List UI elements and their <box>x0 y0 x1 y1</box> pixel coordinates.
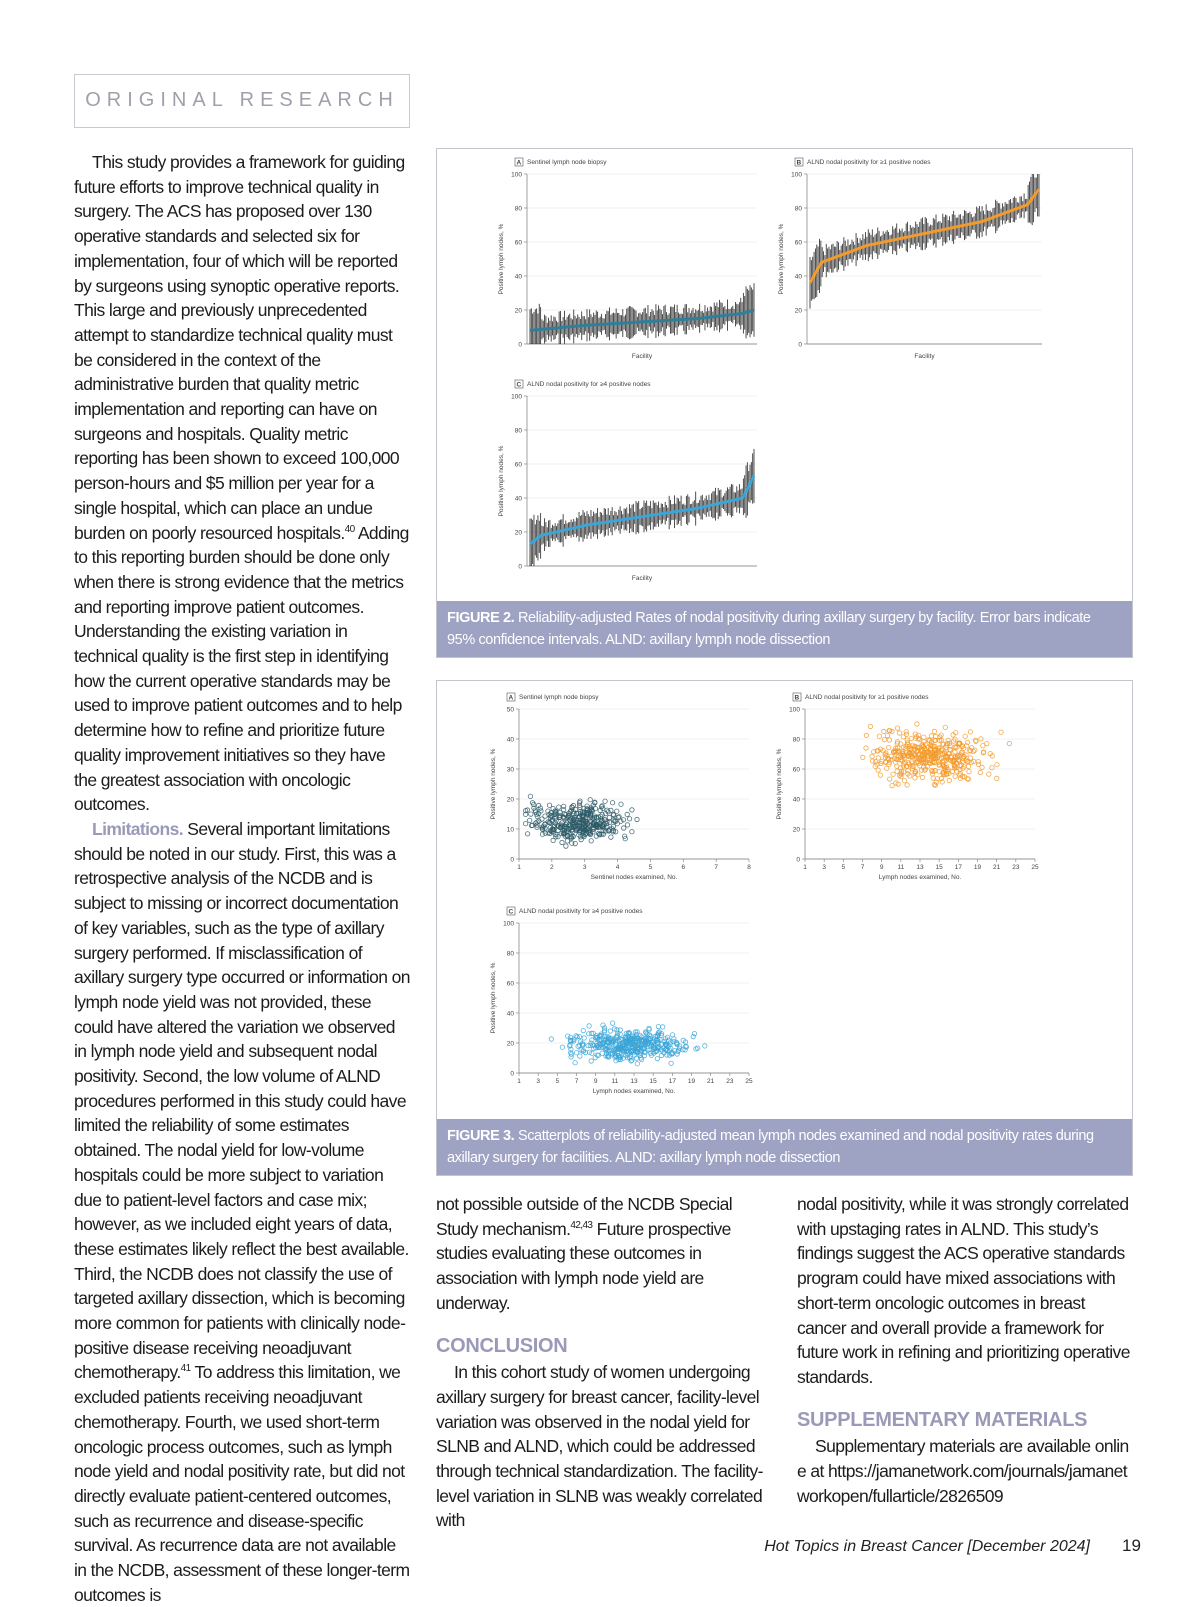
x-tick-label: 7 <box>860 864 865 871</box>
data-point <box>610 801 614 805</box>
data-point <box>528 818 532 822</box>
data-point <box>551 838 555 842</box>
x-tick-label: 19 <box>687 1078 696 1085</box>
x-tick-label: 15 <box>935 864 943 871</box>
x-tick-label: 3 <box>582 864 587 871</box>
data-point <box>630 830 634 834</box>
x-tick-label: 9 <box>879 864 884 871</box>
y-tick-label: 60 <box>792 766 800 774</box>
x-tick-label: 7 <box>714 864 718 871</box>
data-point <box>868 724 872 728</box>
reference: 40 <box>344 523 355 535</box>
data-point <box>549 1037 553 1041</box>
data-point <box>547 803 551 807</box>
data-point <box>876 768 880 772</box>
y-tick-label: 100 <box>789 706 800 714</box>
data-point <box>610 1021 614 1025</box>
x-tick-label: 9 <box>593 1078 598 1085</box>
x-tick-label: 4 <box>615 864 620 871</box>
data-point <box>895 726 899 730</box>
paragraph: In this cohort study of women undergoing axillary surgery for breast cancer, facility-level variation was observed in the nodal yield for SLNB and ALND, which could be addressed through technical standardization. The facility-level variation in SLNB was weakly correlated with <box>436 1362 763 1531</box>
data-point <box>589 839 593 843</box>
x-tick-label: 13 <box>630 1078 638 1085</box>
y-axis-label: Positive lymph nodes, % <box>490 962 497 1034</box>
x-tick-label: 5 <box>841 864 846 871</box>
data-point <box>557 805 561 809</box>
figure-2-charts <box>437 149 1132 601</box>
figure-3 <box>436 680 1133 1176</box>
data-point <box>895 769 899 773</box>
x-tick-label: 11 <box>897 864 905 871</box>
data-point <box>576 1044 580 1048</box>
data-point <box>987 772 991 776</box>
caption-label: FIGURE 2. <box>447 610 515 626</box>
section-label: ORIGINAL RESEARCH <box>85 89 399 111</box>
data-point <box>661 1025 665 1029</box>
x-tick-label: 23 <box>726 1078 734 1085</box>
data-point <box>929 734 933 738</box>
caption-text: Scatterplots of reliability-adjusted mean lymph nodes examined and nodal positivity rates during axillary surgery for facilities. ALND: axillary lymph node dissection <box>447 1128 1094 1166</box>
y-tick-label: 100 <box>511 393 522 401</box>
data-point <box>582 1036 586 1040</box>
journal-footer: Hot Topics in Breast Cancer [December 2024] <box>764 1538 1090 1555</box>
data-point <box>622 826 626 830</box>
x-tick-label: 3 <box>822 864 826 871</box>
y-tick-label: 40 <box>506 1010 514 1018</box>
data-point <box>625 812 629 816</box>
x-tick-label: 11 <box>611 1078 619 1085</box>
data-point <box>587 1032 591 1036</box>
data-point <box>882 737 886 741</box>
data-point <box>635 1062 639 1066</box>
x-tick-label: 1 <box>517 1078 521 1085</box>
data-point <box>995 763 999 767</box>
figure-2-caption <box>437 601 1132 657</box>
y-tick-label: 40 <box>514 495 522 503</box>
y-tick-label: 60 <box>514 239 522 247</box>
y-tick-label: 0 <box>518 563 522 571</box>
x-tick-label: 13 <box>916 864 924 871</box>
data-point <box>882 729 886 733</box>
data-point <box>978 770 982 774</box>
y-tick-label: 100 <box>511 171 522 179</box>
y-tick-label: 80 <box>506 950 514 958</box>
conclusion-heading: CONCLUSION <box>436 1334 568 1357</box>
data-point <box>703 1044 707 1048</box>
data-point <box>529 812 533 816</box>
data-point <box>525 832 529 836</box>
data-point <box>967 769 971 773</box>
data-point <box>635 817 639 821</box>
y-axis-label: Positive lymph nodes, % <box>498 223 505 295</box>
data-point <box>694 1047 698 1051</box>
x-tick-label: 5 <box>555 1078 560 1085</box>
panel-letter: B <box>794 694 800 702</box>
x-axis-label: Facility <box>631 575 653 582</box>
y-tick-label: 80 <box>792 736 800 744</box>
panel-letter: C <box>516 381 522 389</box>
x-tick-label: 17 <box>668 1078 676 1085</box>
data-point <box>963 734 967 738</box>
data-point <box>579 837 583 841</box>
y-tick-label: 60 <box>794 239 802 247</box>
data-point <box>918 764 922 768</box>
y-tick-label: 40 <box>514 273 522 281</box>
data-point <box>672 1037 676 1041</box>
data-point <box>528 794 532 798</box>
y-tick-label: 80 <box>514 205 522 213</box>
data-point <box>995 776 999 780</box>
data-point <box>915 722 919 726</box>
data-point <box>953 774 957 778</box>
data-point <box>565 839 569 843</box>
y-tick-label: 20 <box>794 307 802 315</box>
x-tick-label: 1 <box>517 864 521 871</box>
data-point <box>581 1028 585 1032</box>
x-axis-label: Sentinel nodes examined, No. <box>590 874 678 881</box>
x-tick-label: 2 <box>550 864 554 871</box>
data-point <box>590 1038 594 1042</box>
panel-title: ALND nodal positivity for ≥4 positive nodes <box>519 908 643 915</box>
y-tick-label: 40 <box>792 796 800 804</box>
text: To address this limitation, we excluded patients receiving neoadjuvant chemotherapy. Fourth, we used short-term oncologic process outcomes, such as lymph node yield and nodal positivity rate, but did not directly evaluate patient-centered outcomes, such as recurrence and disease-specific survival. As recurrence data are not available in the NCDB, assessment of these longer-term outcomes is <box>74 1362 410 1605</box>
data-point <box>560 1045 564 1049</box>
data-point <box>656 1024 660 1028</box>
panel-title: ALND nodal positivity for ≥4 positive nodes <box>527 381 651 388</box>
data-point <box>885 766 889 770</box>
reference: 41 <box>180 1363 191 1375</box>
data-point <box>540 832 544 836</box>
data-point <box>885 733 889 737</box>
x-axis-label: Lymph nodes examined, No. <box>592 1088 676 1095</box>
data-point <box>573 1061 577 1065</box>
data-point <box>877 734 881 738</box>
data-point <box>578 1054 582 1058</box>
data-point <box>625 823 629 827</box>
y-tick-label: 0 <box>798 341 802 349</box>
data-point <box>887 738 891 742</box>
y-tick-label: 80 <box>794 205 802 213</box>
data-point <box>615 809 619 813</box>
data-point <box>589 1059 593 1063</box>
data-point <box>931 776 935 780</box>
data-point <box>932 729 936 733</box>
data-point <box>976 760 980 764</box>
y-tick-label: 0 <box>518 341 522 349</box>
data-point <box>630 808 634 812</box>
data-point <box>587 1024 591 1028</box>
right-column <box>797 1192 1133 1508</box>
data-point <box>901 735 905 739</box>
data-point <box>1007 741 1011 745</box>
paragraph: Supplementary materials are available online at https://jamanetwork.com/journals/jamanetworkopen/fullarticle/2826509 <box>797 1436 1129 1506</box>
supplementary-heading: SUPPLEMENTARY MATERIALS <box>797 1408 1088 1431</box>
y-tick-label: 20 <box>514 529 522 537</box>
figure-2 <box>436 148 1133 658</box>
panel-letter: A <box>516 159 522 167</box>
data-point <box>909 736 913 740</box>
data-point <box>870 754 874 758</box>
data-point <box>981 744 985 748</box>
paragraph: nodal positivity, while it was strongly correlated with upstaging rates in ALND. This study’s findings suggest the ACS operative standards program could have mixed associations with short-term oncologic outcomes in breast cancer and overall provide a framework for future work in refining and prioritizing operative standards. <box>797 1194 1130 1387</box>
data-point <box>864 746 868 750</box>
data-point <box>947 778 951 782</box>
panel-letter: C <box>508 908 514 916</box>
y-tick-label: 60 <box>514 461 522 469</box>
data-point <box>619 802 623 806</box>
data-point <box>870 759 874 763</box>
y-tick-label: 100 <box>791 171 802 179</box>
y-tick-label: 20 <box>506 1040 514 1048</box>
data-point <box>966 764 970 768</box>
paragraph <box>74 150 410 817</box>
x-tick-label: 5 <box>648 864 653 871</box>
data-point <box>588 798 592 802</box>
data-point <box>891 772 895 776</box>
data-point <box>887 745 891 749</box>
text: Adding to this reporting burden should be done only when there is strong evidence that the metrics and reporting improve patient outcomes. Understanding the existing variation in technical quality is the first step in identifying how the current operative standards may be used to improve patient outcomes and to help determine how to refine and prioritize future quality improvement initiatives so they have the greatest association with oncologic outcomes. <box>74 522 409 815</box>
data-point <box>609 835 613 839</box>
x-tick-label: 3 <box>536 1078 540 1085</box>
data-point <box>627 817 631 821</box>
y-tick-label: 20 <box>792 826 800 834</box>
panel-title: ALND nodal positivity for ≥1 positive nodes <box>807 159 931 166</box>
limitations-label: Limitations. <box>92 818 183 839</box>
caption-label: FIGURE 3. <box>447 1128 515 1144</box>
y-tick-label: 0 <box>510 856 514 864</box>
data-point <box>861 755 865 759</box>
x-tick-label: 21 <box>993 864 1001 871</box>
data-point <box>902 779 906 783</box>
x-tick-label: 17 <box>954 864 962 871</box>
x-tick-label: 19 <box>973 864 982 871</box>
data-point <box>669 1061 673 1065</box>
y-tick-label: 20 <box>506 796 514 804</box>
data-point <box>904 730 908 734</box>
figure-3-charts <box>437 681 1132 1119</box>
caption-text: Reliability-adjusted Rates of nodal positivity during axillary surgery by facility. Error bars indicate 95% confidence intervals. ALND: axillary lymph node dissection <box>447 610 1091 648</box>
data-point <box>603 799 607 803</box>
data-point <box>897 731 901 735</box>
data-point <box>523 822 527 826</box>
y-tick-label: 80 <box>514 427 522 435</box>
text: Future prospective studies evaluating these outcomes in association with lymph node yield are underway. <box>436 1218 731 1313</box>
y-tick-label: 30 <box>506 766 514 774</box>
x-tick-label: 6 <box>681 864 686 871</box>
x-tick-label: 15 <box>649 1078 657 1085</box>
data-point <box>888 777 892 781</box>
data-point <box>999 730 1003 734</box>
reference: 42,43 <box>570 1219 593 1231</box>
data-point <box>608 1029 612 1033</box>
figure-3-caption <box>437 1119 1132 1175</box>
x-axis-label: Facility <box>631 353 653 360</box>
x-tick-label: 25 <box>1031 864 1039 871</box>
paragraph <box>74 817 410 1607</box>
x-tick-label: 21 <box>707 1078 715 1085</box>
data-point <box>913 776 917 780</box>
y-axis-label: Positive lymph nodes, % <box>778 223 785 295</box>
y-axis-label: Positive lymph nodes, % <box>490 748 497 820</box>
data-point <box>890 783 894 787</box>
panel-title: Sentinel lymph node biopsy <box>527 159 607 166</box>
data-point <box>621 818 625 822</box>
series-line <box>530 310 754 330</box>
x-tick-label: 8 <box>747 864 751 871</box>
data-point <box>905 783 909 787</box>
y-tick-label: 10 <box>506 826 514 834</box>
x-axis-label: Lymph nodes examined, No. <box>878 874 962 881</box>
y-tick-label: 0 <box>510 1070 514 1078</box>
x-axis-label: Facility <box>914 353 935 360</box>
x-tick-label: 25 <box>745 1078 753 1085</box>
panel-title: ALND nodal positivity for ≥1 positive nodes <box>805 694 929 701</box>
panel-letter: B <box>796 159 802 167</box>
left-column <box>74 150 410 1607</box>
y-axis-label: Positive lymph nodes, % <box>776 748 783 820</box>
page-number: 19 <box>1122 1536 1141 1555</box>
y-tick-label: 20 <box>514 307 522 315</box>
data-point <box>560 840 564 844</box>
data-point <box>564 844 568 848</box>
text: Several important limitations should be noted in our study. First, this was a retrospective analysis of the NCDB and is subject to missing or incorrect documentation of key variables, such as the type of axillary surgery performed. If misclassification of axillary surgery type occurred or information on lymph node yield was not provided, these could have altered the variation we observed in lymph node yield and subsequent nodal positivity. Second, the low volume of ALND procedures performed in this study could have limited the reliability of some estimates obtained. The nodal yield for low-volume hospitals could be more subject to variation due to patient-level factors and case mix; however, as we included eight years of data, these estimates likely reflect the best available. Third, the NCDB does not classify the use of targeted axillary dissection, which is becoming more common for patients with clinically node-positive disease receiving neoadjuvant chemotherapy. <box>74 818 410 1383</box>
y-tick-label: 100 <box>503 920 514 928</box>
text: not possible outside of the NCDB Special Study mechanism. <box>436 1194 733 1239</box>
section-header <box>74 74 410 128</box>
data-point <box>943 725 947 729</box>
x-tick-label: 1 <box>803 864 807 871</box>
x-tick-label: 7 <box>574 1078 579 1085</box>
paragraph <box>436 1192 776 1316</box>
middle-column <box>436 1192 776 1533</box>
y-tick-label: 60 <box>506 980 514 988</box>
y-tick-label: 50 <box>506 706 514 714</box>
data-point <box>864 733 868 737</box>
y-axis-label: Positive lymph nodes, % <box>498 445 505 517</box>
data-point <box>659 1053 663 1057</box>
y-tick-label: 40 <box>794 273 802 281</box>
data-point <box>968 730 972 734</box>
panel-letter: A <box>508 694 514 702</box>
data-point <box>878 773 882 777</box>
panel-title: Sentinel lymph node biopsy <box>519 694 599 701</box>
x-tick-label: 23 <box>1012 864 1020 871</box>
data-point <box>655 1056 659 1060</box>
data-point <box>876 756 880 760</box>
data-point <box>920 775 924 779</box>
series-line <box>810 189 1039 282</box>
series-line <box>530 476 754 544</box>
y-tick-label: 0 <box>796 856 800 864</box>
text: This study provides a framework for guiding future efforts to improve technical quality in surgery. The ACS has proposed over 130 operative standards and selected six for implementation, four of which will be reported by surgeons using synoptic operative reports. This large and previously unprecedented attempt to standardize technical quality must be considered in the context of the administrative burden that quality metric implementation and reporting can have on surgeons and hospitals. Quality metric reporting has been shown to exceed 100,000 person-hours and $5 million per year for a single hospital, which can place an undue burden on poorly resourced hospitals. <box>74 152 405 543</box>
y-tick-label: 40 <box>506 736 514 744</box>
